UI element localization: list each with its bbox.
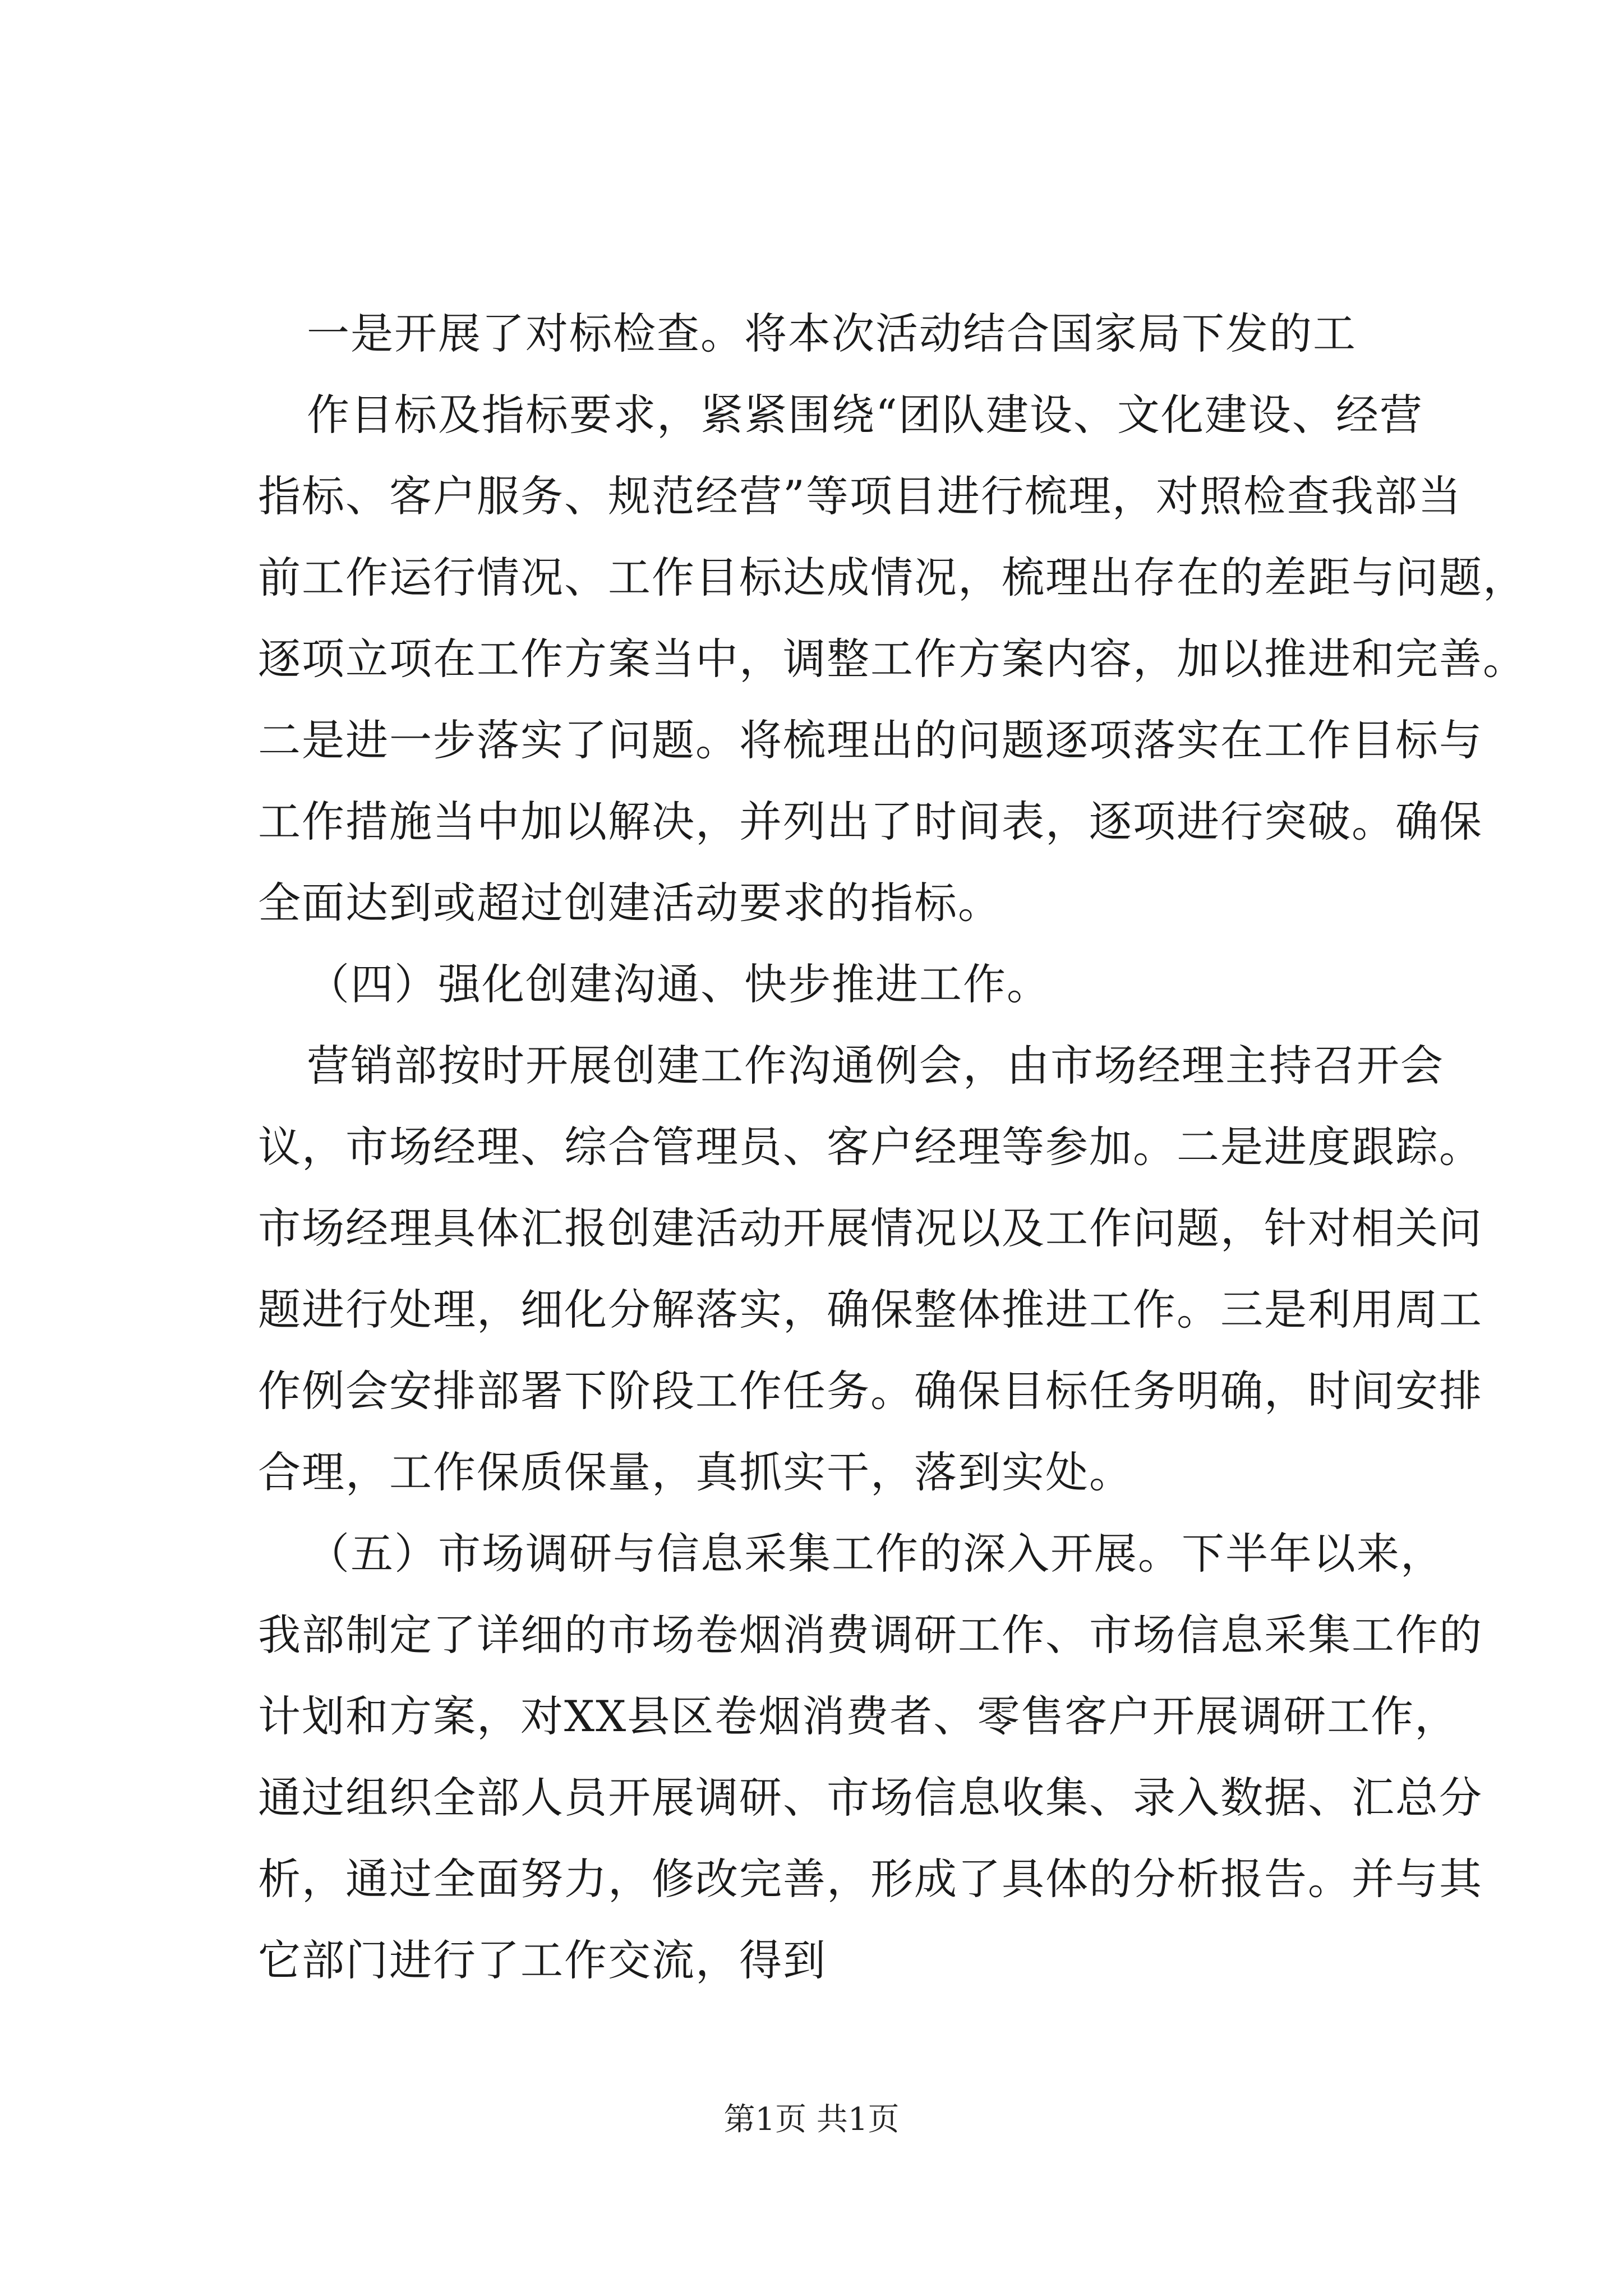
paragraph-line: 作例会安排部署下阶段工作任务。确保目标任务明确，时间安排 (258, 1366, 1483, 1416)
paragraph-line: 它部门进行了工作交流，得到 (258, 1935, 827, 1985)
section-heading: （四）强化创建沟通、快步推进工作。 (307, 959, 1050, 1009)
paragraph-line: 全面达到或超过创建活动要求的指标。 (258, 878, 1002, 928)
paragraph-line: 作目标及指标要求，紧紧围绕“团队建设、文化建设、经营 (307, 390, 1423, 440)
paragraph-line: 合理，工作保质保量，真抓实干，落到实处。 (258, 1447, 1133, 1497)
paragraph-line: 我部制定了详细的市场卷烟消费调研工作、市场信息采集工作的 (258, 1610, 1483, 1660)
paragraph-line: 前工作运行情况、工作目标达成情况，梳理出存在的差距与问题， (258, 553, 1527, 602)
paragraph-line: 一是开展了对标检查。将本次活动结合国家局下发的工 (307, 309, 1357, 358)
paragraph-line: 计划和方案，对XX县区卷烟消费者、零售客户开展调研工作， (258, 1691, 1459, 1741)
paragraph-line: 营销部按时开展创建工作沟通例会，由市场经理主持召开会 (307, 1041, 1444, 1091)
paragraph-line: 析，通过全面努力，修改完善，形成了具体的分析报告。并与其 (258, 1854, 1483, 1904)
paragraph-line: 指标、客户服务、规范经营”等项目进行梳理，对照检查我部当 (258, 471, 1462, 521)
section-heading: （五）市场调研与信息采集工作的深入开展。下半年以来， (307, 1529, 1444, 1579)
paragraph-line: 题进行处理，细化分解落实，确保整体推进工作。三是利用周工 (258, 1285, 1483, 1335)
paragraph-line: 通过组织全部人员开展调研、市场信息收集、录入数据、汇总分 (258, 1773, 1483, 1823)
page-number-footer: 第1页 共1页 (723, 2101, 900, 2138)
paragraph-line: 逐项立项在工作方案当中，调整工作方案内容，加以推进和完善。 (258, 634, 1527, 684)
paragraph-line: 工作措施当中加以解决，并列出了时间表，逐项进行突破。确保 (258, 797, 1483, 846)
paragraph-line: 市场经理具体汇报创建活动开展情况以及工作问题，针对相关问 (258, 1203, 1483, 1253)
paragraph-line: 二是进一步落实了问题。将梳理出的问题逐项落实在工作目标与 (258, 715, 1483, 765)
paragraph-line: 议，市场经理、综合管理员、客户经理等参加。二是进度跟踪。 (258, 1122, 1483, 1172)
